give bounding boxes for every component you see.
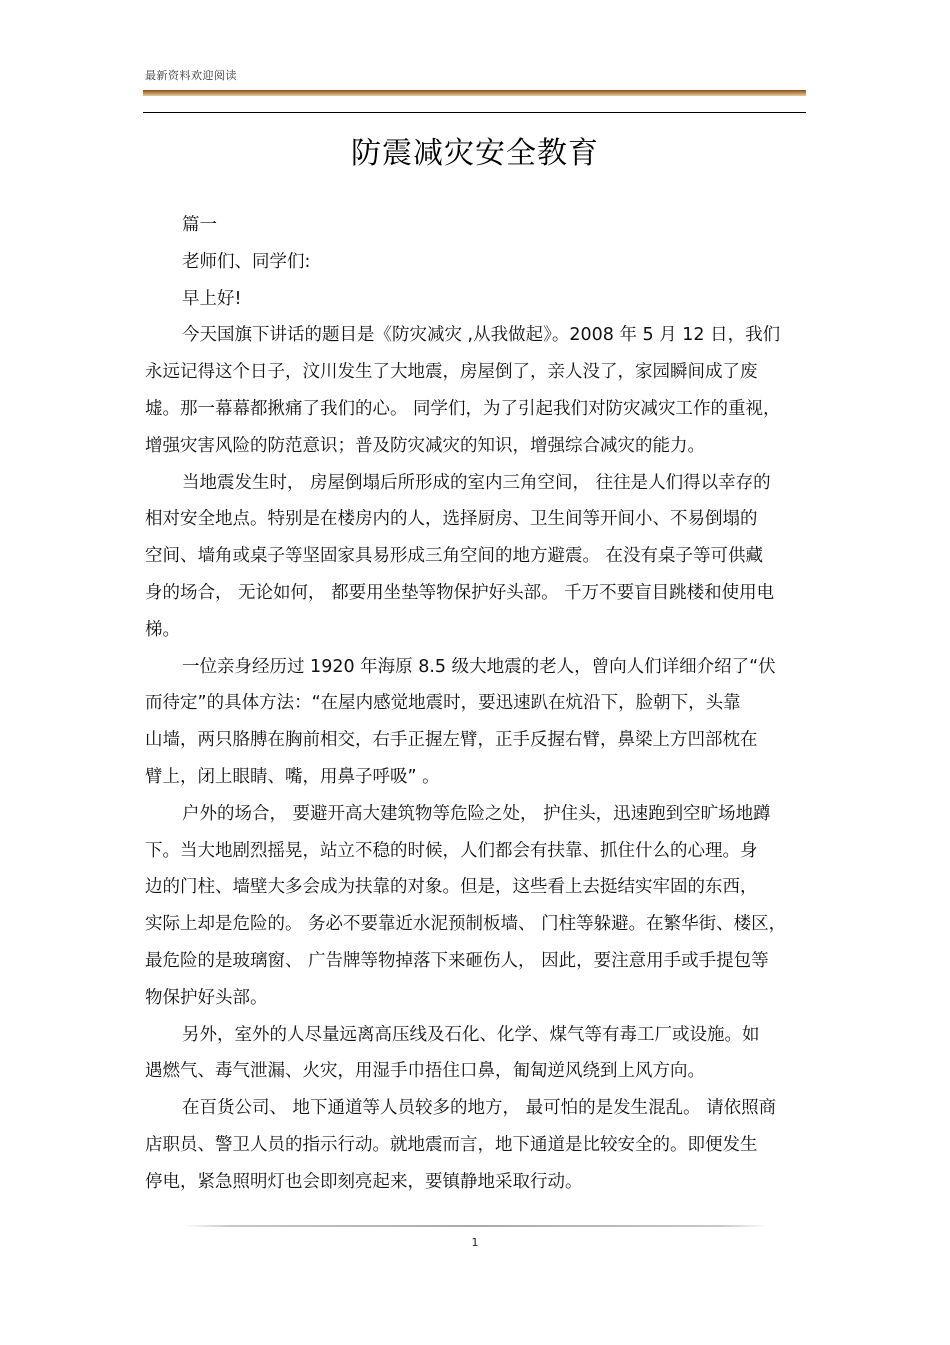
header-thin-rule <box>143 112 806 113</box>
paragraph-line: 店职员、警卫人员的指示行动。就地震而言，地下通道是比较安全的。即便发生 <box>145 1134 758 1155</box>
paragraph-line: 物保护好头部。 <box>145 987 268 1008</box>
document-title: 防震减灾安全教育 <box>351 136 599 171</box>
paragraph-line: 臂上，闭上眼睛、嘴，用鼻子呼吸” 。 <box>145 766 440 787</box>
paragraph-line: 山墙，两只胳膊在胸前相交，右手正握左臂，正手反握右臂，鼻梁上方凹部枕在 <box>145 730 758 751</box>
paragraph-line: 停电，紧急照明灯也会即刻亮起来，要镇静地采取行动。 <box>145 1171 583 1192</box>
paragraph-line: 空间、墙角或桌子等坚固家具易形成三角空间的地方避震。 在没有桌子等可供藏 <box>145 546 764 567</box>
paragraph-line: 一位亲身经历过 1920 年海原 8.5 级大地震的老人，曾向人们详细介绍了“伏 <box>182 656 776 677</box>
paragraph-line: 今天国旗下讲话的题目是《防灾减灾 ,从我做起》。2008 年 5 月 12 日，我们 <box>182 325 781 346</box>
header-text: 最新资料欢迎阅读 <box>145 69 237 82</box>
page-number: 1 <box>471 1236 479 1249</box>
paragraph-line: 身的场合， 无论如何， 都要用坐垫等物保护好头部。 千万不要盲目跳楼和使用电 <box>145 582 775 603</box>
paragraph-line: 户外的场合， 要避开高大建筑物等危险之处， 护住头，迅速跑到空旷场地蹲 <box>182 803 771 824</box>
document-body <box>145 207 805 1201</box>
paragraph-line: 永远记得这个日子，汶川发生了大地震，房屋倒了，亲人没了，家园瞬间成了废 <box>145 362 758 383</box>
paragraph-line: 下。当大地剧烈摇晃，站立不稳的时候，人们都会有扶靠、抓住什么的心理。身 <box>145 840 758 861</box>
paragraph-line: 相对安全地点。特别是在楼房内的人，选择厨房、卫生间等开间小、不易倒塌的 <box>145 509 758 530</box>
paragraph-line: 墟。那一幕幕都揪痛了我们的心。 同学们，为了引起我们对防灾减灾工作的重视， <box>145 398 781 419</box>
paragraph-line: 最危险的是玻璃窗、 广告牌等物掉落下来砸伤人， 因此，要注意用手或手提包等 <box>145 950 769 971</box>
paragraph-line: 边的门柱、墙壁大多会成为扶靠的对象。但是，这些看上去挺结实牢固的东西， <box>145 877 758 898</box>
paragraph-line: 另外，室外的人尽量远离高压线及石化、化学、煤气等有毒工厂或设施。如 <box>182 1024 760 1045</box>
paragraph-line: 实际上却是危险的。 务必不要靠近水泥预制板墙、 门柱等躲避。在繁华街、楼区， <box>145 914 787 935</box>
paragraph-line: 当地震发生时， 房屋倒塌后所形成的室内三角空间， 往往是人们得以幸存的 <box>182 472 771 493</box>
greeting: 早上好! <box>182 288 242 309</box>
paragraph-line: 而待定”的具体方法：“在屋内感觉地震时，要迅速趴在炕沿下，脸朝下，头靠 <box>145 693 741 714</box>
paragraph-line: 遇燃气、毒气泄漏、火灾，用湿手巾捂住口鼻，匍匐逆风绕到上风方向。 <box>145 1061 705 1082</box>
footer-rule <box>183 1225 768 1227</box>
section-heading: 篇一 <box>182 215 217 235</box>
paragraph-line: 增强灾害风险的防范意识；普及防灾减灾的知识，增强综合减灾的能力。 <box>145 435 705 456</box>
header-decorative-rule <box>143 90 806 96</box>
paragraph-line: 梯。 <box>145 619 180 640</box>
salutation: 老师们、同学们: <box>182 251 311 272</box>
paragraph-line: 在百货公司、 地下通道等人员较多的地方， 最可怕的是发生混乱。 请依照商 <box>182 1098 777 1119</box>
